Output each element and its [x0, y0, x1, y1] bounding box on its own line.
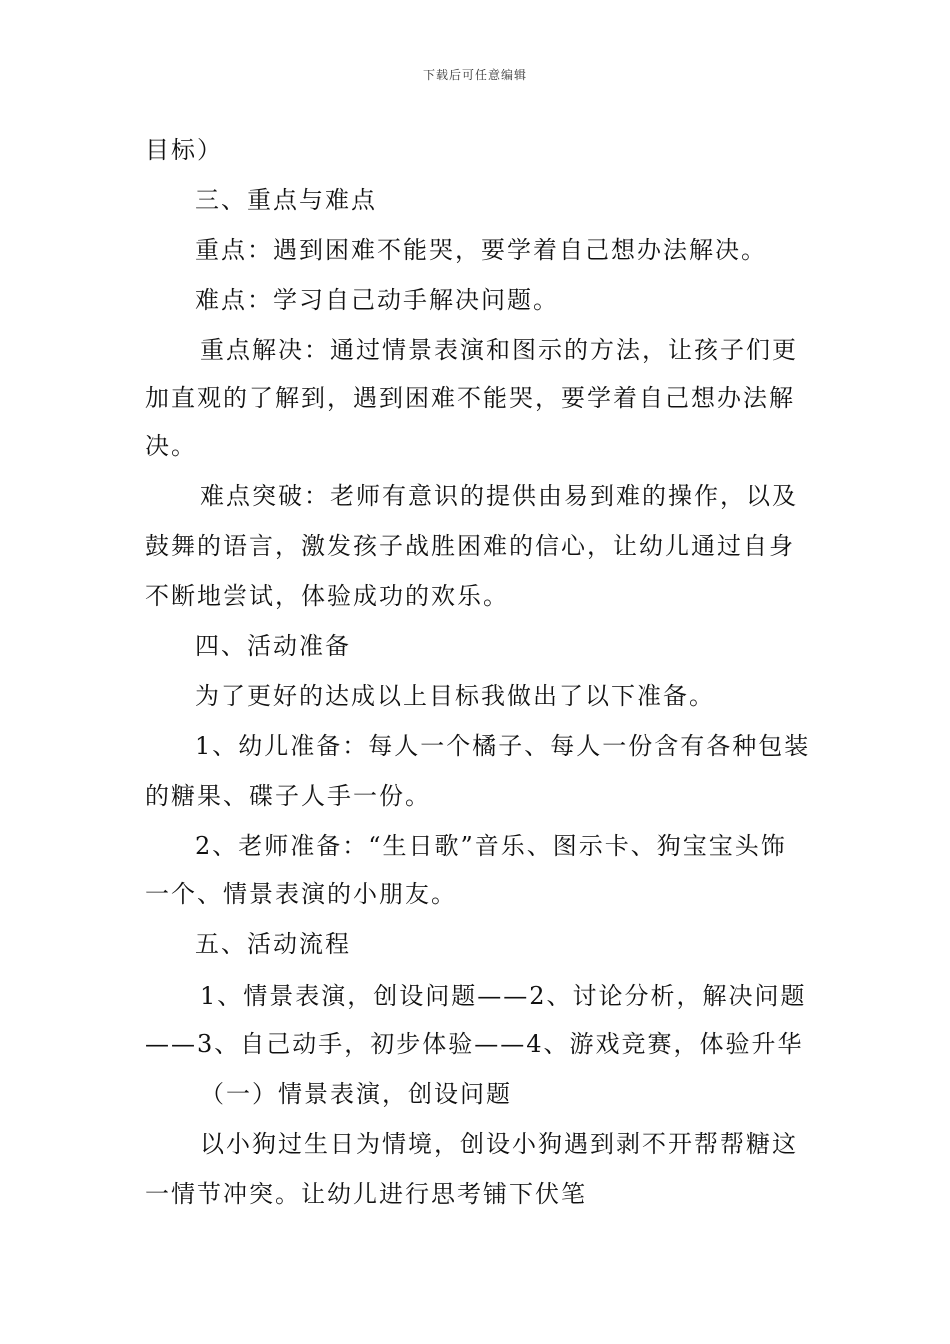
text-line: 一个、情景表演的小朋友。: [145, 880, 457, 908]
text-line: 1、情景表演，创设问题——2、讨论分析，解决问题: [200, 982, 807, 1010]
subsection-heading: （一）情景表演，创设问题: [200, 1080, 512, 1108]
text-line: 决。: [145, 432, 197, 460]
text-line: 的糖果、碟子人手一份。: [145, 782, 431, 810]
text-line: ——3、自己动手，初步体验——4、游戏竞赛，体验升华: [145, 1030, 804, 1058]
text-line: 为了更好的达成以上目标我做出了以下准备。: [195, 682, 715, 710]
text-line: 难点突破：老师有意识的提供由易到难的操作，以及: [200, 482, 798, 510]
text-line: 一情节冲突。让幼儿进行思考铺下伏笔: [145, 1180, 587, 1208]
text-line: 以小狗过生日为情境，创设小狗遇到剥不开帮帮糖这: [200, 1130, 798, 1158]
section-heading: 四、活动准备: [195, 632, 351, 660]
text-line: 鼓舞的语言，激发孩子战胜困难的信心，让幼儿通过自身: [145, 532, 795, 560]
text-line: 重点：遇到困难不能哭，要学着自己想办法解决。: [195, 236, 767, 264]
text-line: 目标）: [145, 136, 223, 164]
text-line: 难点：学习自己动手解决问题。: [195, 286, 559, 314]
text-line: 重点解决：通过情景表演和图示的方法，让孩子们更: [200, 336, 798, 364]
text-line: 加直观的了解到，遇到困难不能哭，要学着自己想办法解: [145, 384, 795, 412]
section-heading: 三、重点与难点: [195, 186, 377, 214]
page-header: 下载后可任意编辑: [422, 68, 527, 82]
section-heading: 五、活动流程: [195, 930, 351, 958]
text-line: 1、幼儿准备：每人一个橘子、每人一份含有各种包装: [195, 732, 811, 760]
text-line: 2、老师准备：“生日歌”音乐、图示卡、狗宝宝头饰: [195, 832, 787, 860]
text-line: 不断地尝试，体验成功的欢乐。: [145, 582, 509, 610]
